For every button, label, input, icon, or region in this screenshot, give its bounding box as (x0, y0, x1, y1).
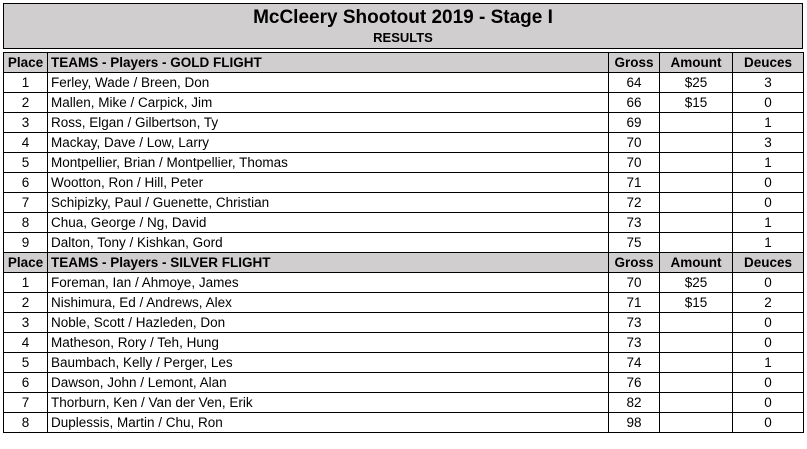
amount-cell (660, 313, 733, 333)
place-cell: 4 (4, 133, 48, 153)
team-cell: Noble, Scott / Hazleden, Don (48, 313, 609, 333)
table-row (4, 133, 804, 153)
gold-header-team: TEAMS - Players - GOLD FLIGHT (48, 53, 609, 73)
gold-header-place: Place (4, 53, 48, 73)
table-row (4, 173, 804, 193)
deuces-cell: 2 (733, 293, 804, 313)
gross-cell: 69 (609, 113, 660, 133)
silver-header-row (4, 253, 804, 273)
silver-header-amount: Amount (660, 253, 733, 273)
team-cell: Mallen, Mike / Carpick, Jim (48, 93, 609, 113)
team-cell: Schipizky, Paul / Guenette, Christian (48, 193, 609, 213)
table-row (4, 353, 804, 373)
table-row (4, 93, 804, 113)
deuces-cell: 0 (733, 413, 804, 433)
place-cell: 3 (4, 313, 48, 333)
place-cell: 7 (4, 193, 48, 213)
team-cell: Matheson, Rory / Teh, Hung (48, 333, 609, 353)
team-cell: Chua, George / Ng, David (48, 213, 609, 233)
amount-cell (660, 413, 733, 433)
place-cell: 3 (4, 113, 48, 133)
gross-cell: 66 (609, 93, 660, 113)
silver-header-deuces: Deuces (733, 253, 804, 273)
amount-cell: $25 (660, 273, 733, 293)
team-cell: Montpellier, Brian / Montpellier, Thomas (48, 153, 609, 173)
gross-cell: 73 (609, 213, 660, 233)
deuces-cell: 0 (733, 393, 804, 413)
deuces-cell: 3 (733, 133, 804, 153)
place-cell: 4 (4, 333, 48, 353)
page-title: McCleery Shootout 2019 - Stage I (253, 7, 553, 28)
deuces-cell: 0 (733, 333, 804, 353)
deuces-cell: 3 (733, 73, 804, 93)
table-row (4, 73, 804, 93)
table-row (4, 193, 804, 213)
gross-cell: 70 (609, 133, 660, 153)
table-row (4, 113, 804, 133)
table-row (4, 293, 804, 313)
place-cell: 8 (4, 213, 48, 233)
amount-cell: $15 (660, 93, 733, 113)
amount-cell (660, 133, 733, 153)
gross-cell: 72 (609, 193, 660, 213)
team-cell: Duplessis, Martin / Chu, Ron (48, 413, 609, 433)
table-row (4, 273, 804, 293)
table-row (4, 233, 804, 253)
team-cell: Mackay, Dave / Low, Larry (48, 133, 609, 153)
gross-cell: 98 (609, 413, 660, 433)
gold-header-deuces: Deuces (733, 53, 804, 73)
deuces-cell: 1 (733, 113, 804, 133)
place-cell: 8 (4, 413, 48, 433)
place-cell: 5 (4, 353, 48, 373)
amount-cell (660, 333, 733, 353)
deuces-cell: 0 (733, 93, 804, 113)
results-table (3, 52, 804, 433)
amount-cell (660, 353, 733, 373)
team-cell: Foreman, Ian / Ahmoye, James (48, 273, 609, 293)
deuces-cell: 1 (733, 233, 804, 253)
silver-header-team: TEAMS - Players - SILVER FLIGHT (48, 253, 609, 273)
amount-cell (660, 213, 733, 233)
title-banner (3, 3, 803, 49)
gross-cell: 71 (609, 293, 660, 313)
amount-cell (660, 113, 733, 133)
team-cell: Ferley, Wade / Breen, Don (48, 73, 609, 93)
place-cell: 2 (4, 93, 48, 113)
table-row (4, 213, 804, 233)
gold-header-amount: Amount (660, 53, 733, 73)
table-row (4, 393, 804, 413)
gross-cell: 82 (609, 393, 660, 413)
amount-cell: $25 (660, 73, 733, 93)
deuces-cell: 1 (733, 153, 804, 173)
place-cell: 7 (4, 393, 48, 413)
amount-cell: $15 (660, 293, 733, 313)
gross-cell: 71 (609, 173, 660, 193)
team-cell: Wootton, Ron / Hill, Peter (48, 173, 609, 193)
place-cell: 1 (4, 73, 48, 93)
table-row (4, 153, 804, 173)
team-cell: Thorburn, Ken / Van der Ven, Erik (48, 393, 609, 413)
place-cell: 1 (4, 273, 48, 293)
deuces-cell: 0 (733, 193, 804, 213)
deuces-cell: 0 (733, 273, 804, 293)
gross-cell: 73 (609, 333, 660, 353)
amount-cell (660, 173, 733, 193)
gross-cell: 70 (609, 273, 660, 293)
place-cell: 6 (4, 173, 48, 193)
team-cell: Dawson, John / Lemont, Alan (48, 373, 609, 393)
place-cell: 6 (4, 373, 48, 393)
deuces-cell: 1 (733, 213, 804, 233)
team-cell: Dalton, Tony / Kishkan, Gord (48, 233, 609, 253)
table-row (4, 373, 804, 393)
table-row (4, 333, 804, 353)
team-cell: Ross, Elgan / Gilbertson, Ty (48, 113, 609, 133)
place-cell: 9 (4, 233, 48, 253)
gross-cell: 75 (609, 233, 660, 253)
amount-cell (660, 373, 733, 393)
amount-cell (660, 193, 733, 213)
silver-header-place: Place (4, 253, 48, 273)
deuces-cell: 0 (733, 313, 804, 333)
silver-header-gross: Gross (609, 253, 660, 273)
gold-header-gross: Gross (609, 53, 660, 73)
amount-cell (660, 233, 733, 253)
results-sheet (3, 3, 803, 433)
deuces-cell: 1 (733, 353, 804, 373)
gross-cell: 70 (609, 153, 660, 173)
amount-cell (660, 153, 733, 173)
gross-cell: 64 (609, 73, 660, 93)
gold-header-row (4, 53, 804, 73)
gross-cell: 76 (609, 373, 660, 393)
page-subtitle: RESULTS (373, 30, 433, 45)
gross-cell: 73 (609, 313, 660, 333)
team-cell: Baumbach, Kelly / Perger, Les (48, 353, 609, 373)
gross-cell: 74 (609, 353, 660, 373)
table-row (4, 313, 804, 333)
deuces-cell: 0 (733, 373, 804, 393)
amount-cell (660, 393, 733, 413)
team-cell: Nishimura, Ed / Andrews, Alex (48, 293, 609, 313)
deuces-cell: 0 (733, 173, 804, 193)
place-cell: 2 (4, 293, 48, 313)
place-cell: 5 (4, 153, 48, 173)
table-row (4, 413, 804, 433)
